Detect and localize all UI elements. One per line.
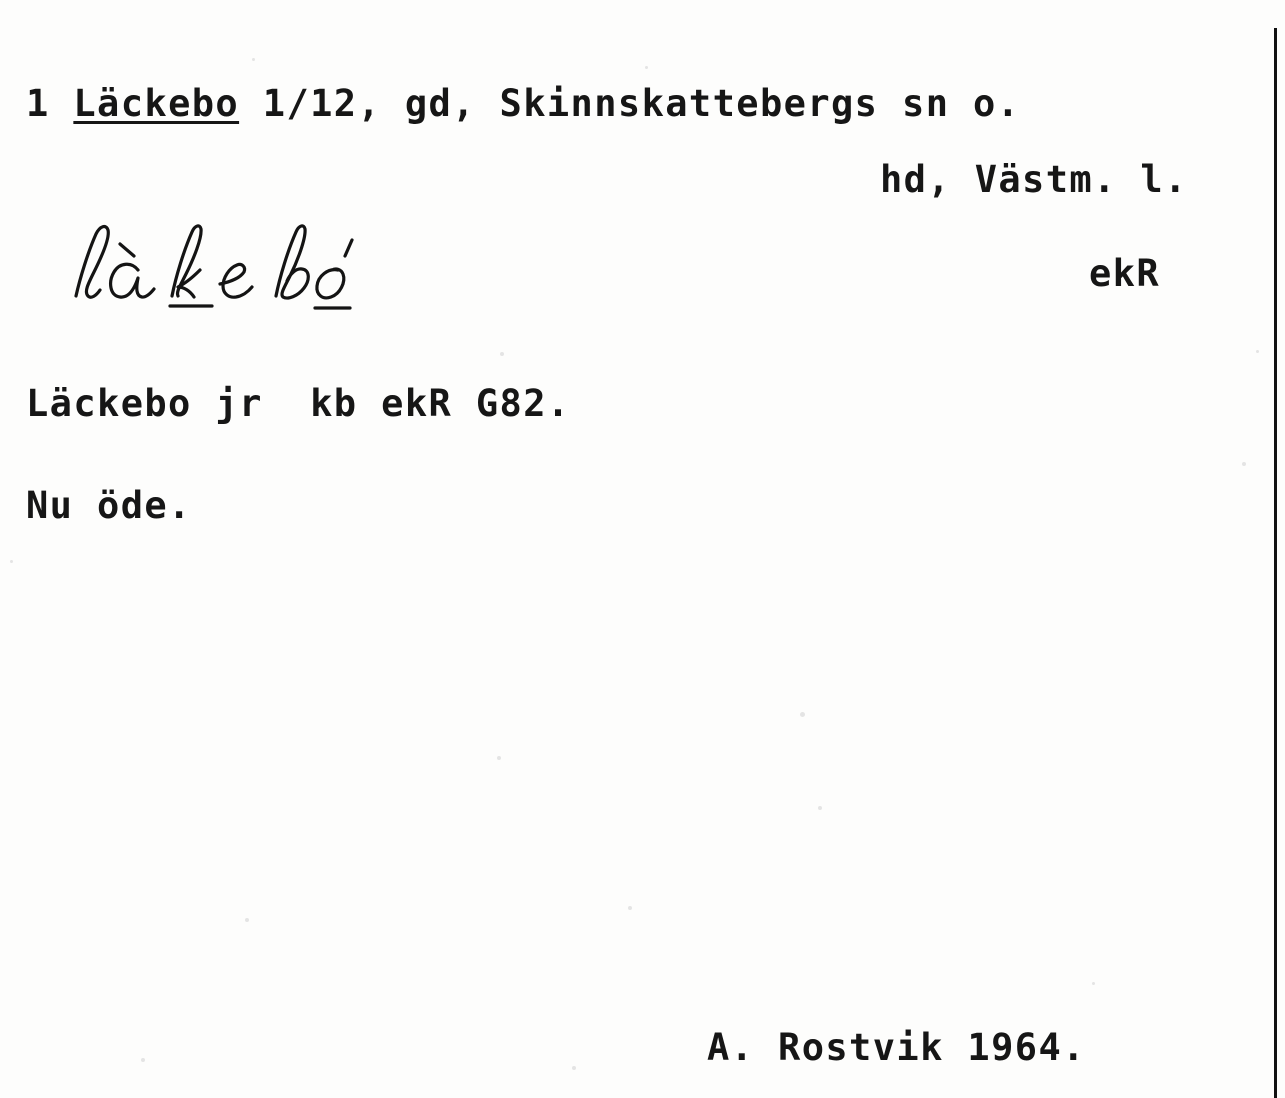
paper-speck bbox=[1256, 350, 1259, 353]
headword-details: 1/12, gd, Skinnskattebergs sn o. bbox=[239, 82, 1021, 125]
paper-speck bbox=[10, 560, 13, 563]
handwritten-phonetic-form bbox=[66, 218, 386, 318]
paper-speck bbox=[818, 806, 822, 810]
paper-speck bbox=[500, 352, 504, 356]
paper-speck bbox=[1092, 982, 1095, 985]
headword: Läckebo bbox=[73, 82, 240, 125]
card-right-rule bbox=[1274, 28, 1277, 1098]
paper-speck bbox=[245, 918, 249, 922]
paper-speck bbox=[800, 712, 805, 717]
paper-speck bbox=[628, 906, 632, 910]
reference-line: Läckebo jr kb ekR G82. bbox=[26, 382, 571, 425]
paper-speck bbox=[252, 58, 255, 61]
note-line: Nu öde. bbox=[26, 484, 192, 527]
source-label-right: ekR bbox=[1089, 252, 1161, 295]
paper-speck bbox=[1242, 462, 1246, 466]
paper-speck bbox=[141, 1058, 145, 1062]
paper-speck bbox=[572, 1066, 576, 1070]
paper-speck bbox=[645, 66, 648, 69]
paper-speck bbox=[497, 756, 501, 760]
entry-number: 1 bbox=[26, 82, 74, 125]
signature-line: A. Rostvik 1964. bbox=[707, 1026, 1086, 1069]
location-line: hd, Västm. l. bbox=[880, 158, 1188, 201]
headword-line bbox=[26, 82, 1020, 125]
